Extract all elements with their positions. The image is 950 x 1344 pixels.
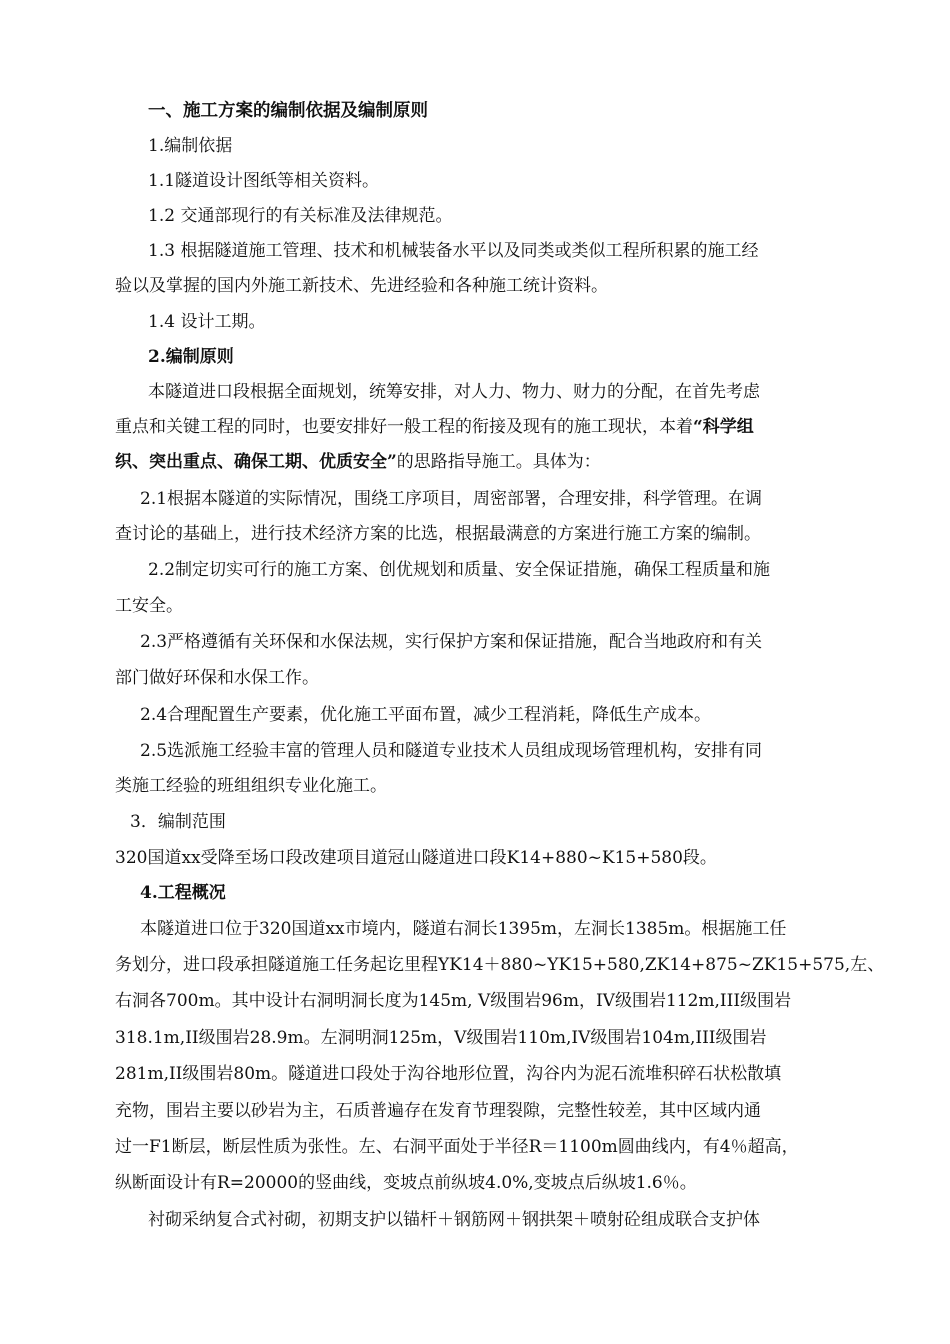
item-2-3-line-2: 部门做好环保和水保工作。 <box>115 668 319 688</box>
overview-line-7: 过一F1断层，断层性质为张性。左、右洞平面处于半径R＝1100m圆曲线内，有4％超高， <box>115 1137 799 1157</box>
section-1-title: 1.编制依据 <box>148 136 233 156</box>
item-2-1-line-2: 查讨论的基础上，进行技术经济方案的比选，根据最满意的方案进行施工方案的编制。 <box>115 524 761 544</box>
item-2-5-line-1: 2.5选派施工经验丰富的管理人员和隧道专业技术人员组成现场管理机构，安排有同 <box>140 741 763 761</box>
item-2-5-line-2: 类施工经验的班组组织专业化施工。 <box>115 776 387 796</box>
item-2-1-line-1: 2.1根据本隧道的实际情况，围绕工序项目，周密部署，合理安排，科学管理。在调 <box>140 489 763 509</box>
section-2-intro-line-2 <box>0 410 950 444</box>
item-1-4: 1.4 设计工期。 <box>148 312 266 332</box>
intro-line-2-text: 重点和关键工程的同时，也要安排好一般工程的衔接及现有的施工现状，本着 <box>115 417 693 437</box>
section-4-title: 4.工程概况 <box>140 883 226 903</box>
item-2-3-line-1: 2.3严格遵循有关环保和水保法规，实行保护方案和保证措施，配合当地政府和有关 <box>140 632 763 652</box>
section-2-intro-line-1: 本隧道进口段根据全面规划，统筹安排，对人力、物力、财力的分配，在首先考虑 <box>148 382 760 402</box>
main-heading: 一、施工方案的编制依据及编制原则 <box>148 101 428 121</box>
overview-line-1: 本隧道进口位于320国道xx市境内，隧道右洞长1395m，左洞长1385m。根据施工任 <box>140 919 787 939</box>
overview-line-5: 281m,II级围岩80m。隧道进口段处于沟谷地形位置，沟谷内为泥石流堆积碎石状松散填 <box>115 1064 782 1084</box>
overview-line-3: 右洞各700m。其中设计右洞明洞长度为145m, Ⅴ级围岩96m，IV级围岩112m,III级围岩 <box>115 991 792 1011</box>
lining-line-1: 衬砌采纳复合式衬砌，初期支护以锚杆＋钢筋网＋钢拱架＋喷射砼组成联合支护体 <box>148 1210 760 1230</box>
overview-line-2: 务划分，进口段承担隧道施工任务起讫里程YK14＋880~YK15+580,ZK14+875~ZK15+575,左、 <box>115 955 885 975</box>
item-2-4: 2.4合理配置生产要素，优化施工平面布置，减少工程消耗，降低生产成本。 <box>140 705 712 725</box>
section-3-title: 3．编制范围 <box>130 812 226 832</box>
item-1-3-line-1: 1.3 根据隧道施工管理、技术和机械装备水平以及同类或类似工程所积累的施工经 <box>148 241 759 261</box>
intro-line-3-text: 的思路指导施工。具体为： <box>396 452 601 472</box>
intro-line-3-emphasis: 织、突出重点、确保工期、优质安全” <box>115 452 397 472</box>
item-1-1: 1.1隧道设计图纸等相关资料。 <box>148 171 380 191</box>
overview-line-6: 充物，围岩主要以砂岩为主，石质普遍存在发育节理裂隙，完整性较差，其中区域内通 <box>115 1101 761 1121</box>
item-1-2: 1.2 交通部现行的有关标准及法律规范。 <box>148 206 453 226</box>
item-1-3-line-2: 验以及掌握的国内外施工新技术、先进经验和各种施工统计资料。 <box>115 276 608 296</box>
overview-line-4: 318.1m,II级围岩28.9m。左洞明洞125m，Ⅴ级围岩110m,IV级围岩104m,III级围岩 <box>115 1028 767 1048</box>
section-3-body: 320国道xx受降至场口段改建项目道冠山隧道进口段K14+880~K15+580段。 <box>115 848 717 868</box>
item-2-2-line-1: 2.2制定切实可行的施工方案、创优规划和质量、安全保证措施，确保工程质量和施 <box>148 560 771 580</box>
section-2-title: 2.编制原则 <box>148 347 234 367</box>
section-2-intro-line-3 <box>0 445 950 479</box>
intro-line-2-emphasis: “科学组 <box>693 417 754 437</box>
overview-line-8: 纵断面设计有R=20000的竖曲线，变坡点前纵坡4.0%,变坡点后纵坡1.6％。 <box>115 1173 697 1193</box>
item-2-2-line-2: 工安全。 <box>115 596 183 616</box>
